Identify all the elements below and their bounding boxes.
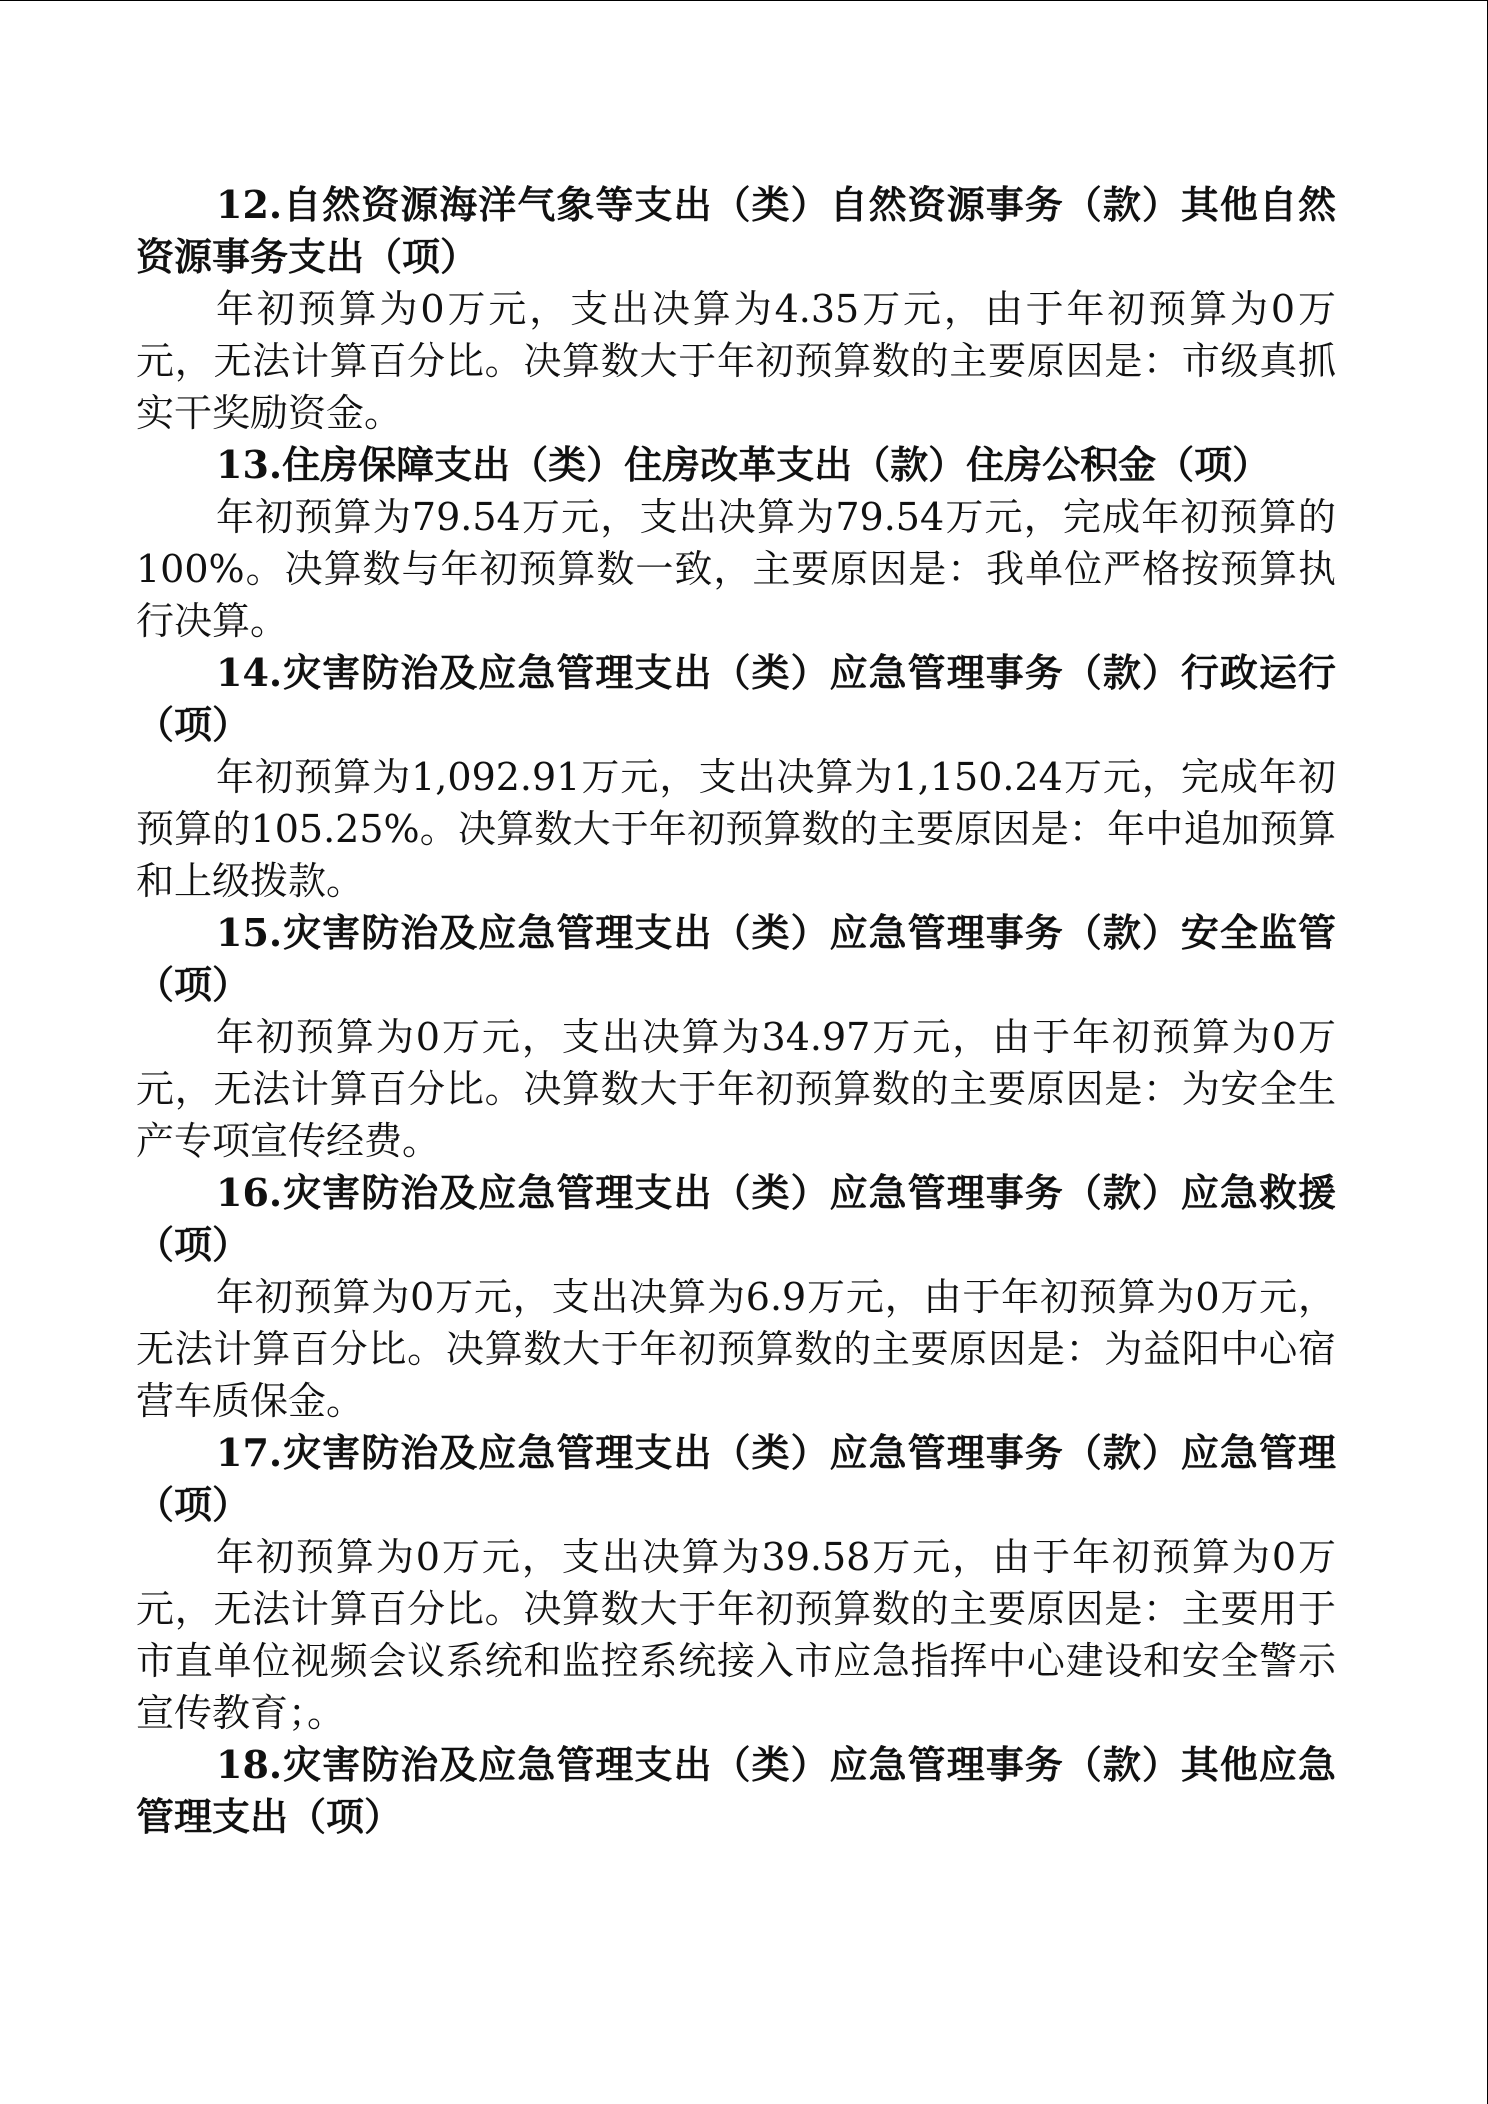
section-body: 年初预算为0万元，支出决算为34.97万元，由于年初预算为0万元，无法计算百分比。决算数大于年初预算数的主要原因是：为安全生产专项宣传经费。 [136,1015,1336,1163]
section-title: 12.自然资源海洋气象等支出（类）自然资源事务（款）其他自然资源事务支出（项） [136,182,1336,279]
section-title: 16.灾害防治及应急管理支出（类）应急管理事务（款）应急救援（项） [136,1170,1336,1267]
section-body: 年初预算为0万元，支出决算为6.9万元，由于年初预算为0万元，无法计算百分比。决算数大于年初预算数的主要原因是：为益阳中心宿营车质保金。 [136,1275,1336,1423]
section-title: 15.灾害防治及应急管理支出（类）应急管理事务（款）安全监管（项） [136,910,1336,1007]
section-body: 年初预算为79.54万元，支出决算为79.54万元，完成年初预算的100%。决算数与年初预算数一致，主要原因是：我单位严格按预算执行决算。 [136,495,1336,643]
section-body: 年初预算为1,092.91万元，支出决算为1,150.24万元，完成年初预算的105.25%。决算数大于年初预算数的主要原因是：年中追加预算和上级拨款。 [136,755,1336,903]
section-title: 13.住房保障支出（类）住房改革支出（款）住房公积金（项） [216,442,1271,487]
section-body: 年初预算为0万元，支出决算为39.58万元，由于年初预算为0万元，无法计算百分比。决算数大于年初预算数的主要原因是：主要用于市直单位视频会议系统和监控系统接入市应急指挥中心建设和安全警示宣传教育；。 [136,1535,1336,1735]
section-body: 年初预算为0万元，支出决算为4.35万元，由于年初预算为0万元，无法计算百分比。决算数大于年初预算数的主要原因是：市级真抓实干奖励资金。 [136,287,1336,435]
section-title: 14.灾害防治及应急管理支出（类）应急管理事务（款）行政运行（项） [136,650,1336,747]
section-title: 17.灾害防治及应急管理支出（类）应急管理事务（款）应急管理（项） [136,1430,1336,1527]
section-title: 18.灾害防治及应急管理支出（类）应急管理事务（款）其他应急管理支出（项） [136,1742,1336,1839]
document-content [136,179,1336,1843]
